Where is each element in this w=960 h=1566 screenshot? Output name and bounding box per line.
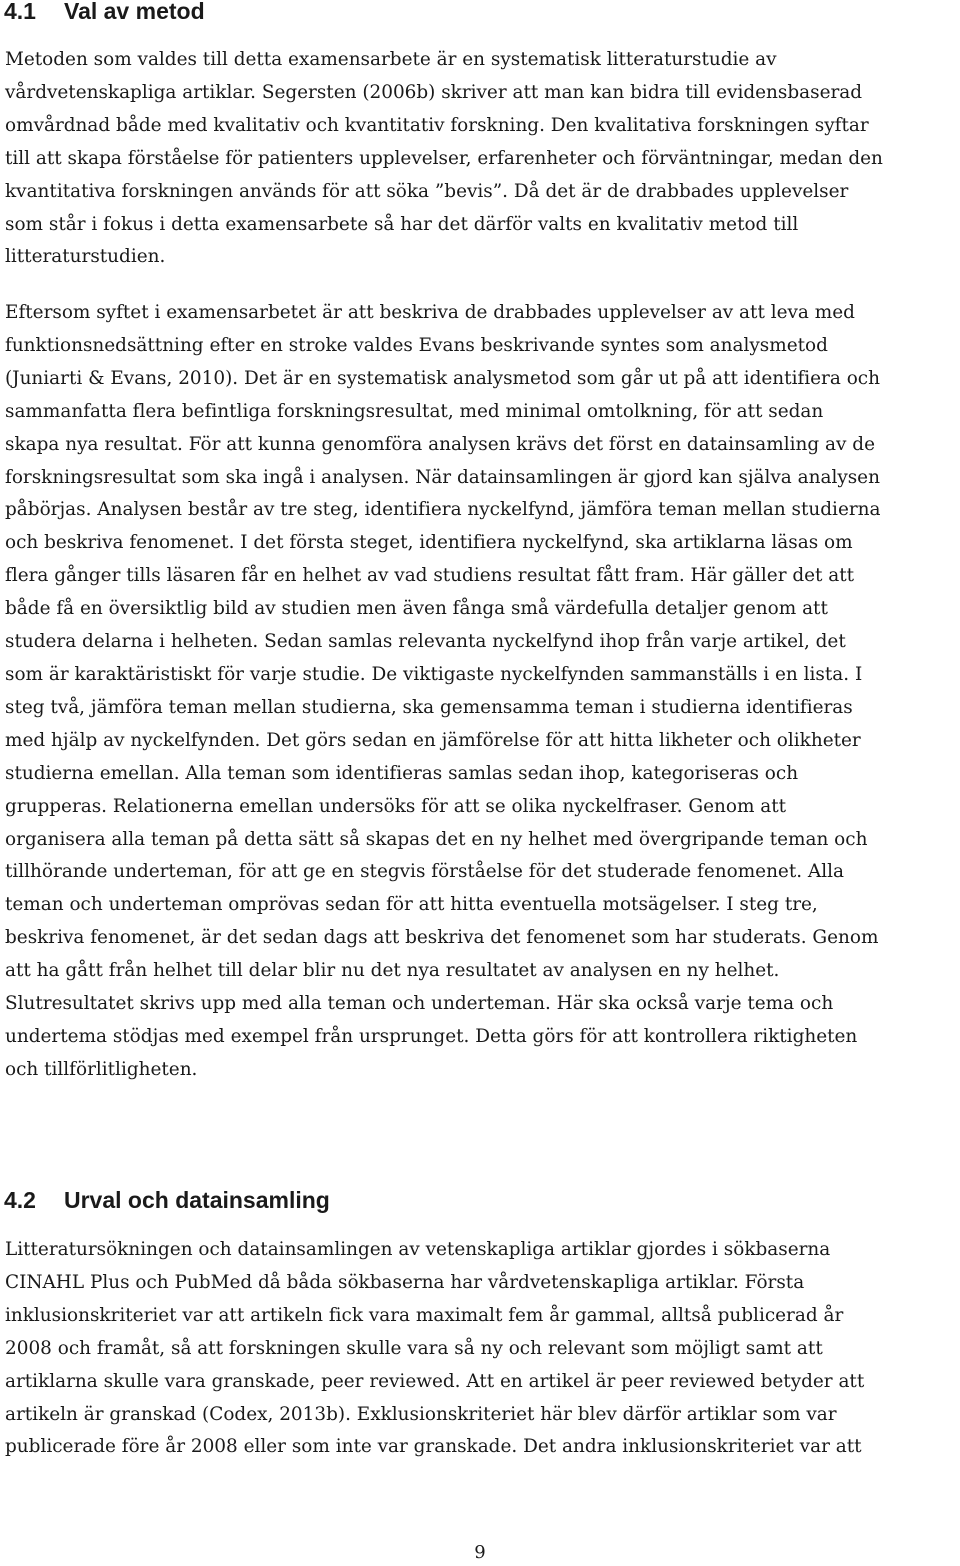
text-line: artikeln är granskad (Codex, 2013b). Exklusionskriteriet här blev därför artiklar som var	[5, 1403, 837, 1425]
paragraph-analysis-method	[5, 297, 960, 1087]
text-line: organisera alla teman på detta sätt så skapas det en ny helhet med övergripande teman och	[5, 828, 868, 850]
text-line: påbörjas. Analysen består av tre steg, identifiera nyckelfynd, jämföra teman mellan studierna	[5, 499, 881, 521]
paragraph-method-intro	[5, 44, 960, 274]
section-heading-4-2	[4, 1186, 330, 1214]
text-line: 2008 och framåt, så att forskningen skulle vara så ny och relevant som möjligt samt att	[5, 1337, 823, 1359]
text-line: vårdvetenskapliga artiklar. Segersten (2006b) skriver att man kan bidra till evidensbaserad	[5, 81, 863, 103]
text-line: omvårdnad både med kvalitativ och kvantitativ forskning. Den kvalitativa forskningen syftar	[5, 114, 869, 136]
text-line: funktionsnedsättning efter en stroke valdes Evans beskrivande syntes som analysmetod	[5, 334, 828, 356]
text-line: som står i fokus i detta examensarbete så har det därför valts en kvalitativ metod till	[5, 213, 799, 235]
text-line: flera gånger tills läsaren får en helhet av vad studiens resultat fått fram. Här gäller det att	[5, 565, 855, 587]
section-heading-4-1	[4, 0, 205, 25]
text-line: Slutresultatet skrivs upp med alla teman och underteman. Här ska också varje tema och	[5, 993, 834, 1015]
text-line: teman och underteman omprövas sedan för att hitta eventuella motsägelser. I steg tre,	[5, 894, 818, 916]
section-number: 4.1	[4, 0, 36, 24]
text-line: studierna emellan. Alla teman som identifieras samlas sedan ihop, kategoriseras och	[5, 762, 799, 784]
text-line: tillhörande underteman, för att ge en stegvis förståelse för det studerade fenomenet. Alla	[5, 861, 844, 883]
text-line: (Juniarti & Evans, 2010). Det är en systematisk analysmetod som går ut på att identifiera och	[5, 367, 880, 389]
text-line: steg två, jämföra teman mellan studierna, ska gemensamma teman i studierna identifieras	[5, 696, 853, 718]
text-line: som är karaktäristiskt för varje studie. De viktigaste nyckelfynden sammanställs i en lista. I	[5, 663, 863, 685]
paragraph-selection-data-collection	[5, 1234, 960, 1464]
text-line: forskningsresultat som ska ingå i analysen. När datainsamlingen är gjord kan själva analysen	[5, 466, 880, 488]
page-number: 9	[474, 1542, 486, 1563]
text-line: skapa nya resultat. För att kunna genomföra analysen krävs det först en datainsamling av de	[5, 433, 875, 455]
text-line: och tillförlitligheten.	[5, 1058, 198, 1080]
text-line: till att skapa förståelse för patienters upplevelser, erfarenheter och förväntningar, medan den	[5, 147, 883, 169]
text-line: studera delarna i helheten. Sedan samlas relevanta nyckelfynd ihop från varje artikel, det	[5, 631, 846, 653]
text-line: litteraturstudien.	[5, 246, 166, 268]
text-line: inklusionskriteriet var att artikeln fick vara maximalt fem år gammal, alltså publicerad år	[5, 1304, 844, 1326]
text-line: grupperas. Relationerna emellan undersöks för att se olika nyckelfraser. Genom att	[5, 795, 787, 817]
text-line: kvantitativa forskningen används för att söka ”bevis”. Då det är de drabbades upplevelser	[5, 180, 849, 202]
section-number: 4.2	[4, 1187, 36, 1213]
text-line: både få en översiktlig bild av studien men även fånga små värdefulla detaljer genom att	[5, 598, 828, 620]
section-title: Urval och datainsamling	[64, 1187, 330, 1213]
text-line: och beskriva fenomenet. I det första steget, identifiera nyckelfynd, ska artiklarna läsas om	[5, 532, 853, 554]
text-line: att ha gått från helhet till delar blir nu det nya resultatet av analysen en ny helhet.	[5, 960, 780, 982]
text-line: beskriva fenomenet, är det sedan dags att beskriva det fenomenet som har studerats. Genom	[5, 927, 879, 949]
text-line: Metoden som valdes till detta examensarbete är en systematisk litteraturstudie av	[5, 49, 777, 70]
text-line: med hjälp av nyckelfynden. Det görs sedan en jämförelse för att hitta likheter och olikheter	[5, 729, 861, 751]
text-line: publicerade före år 2008 eller som inte var granskade. Det andra inklusionskriteriet var att	[5, 1436, 862, 1458]
text-line: artiklarna skulle vara granskade, peer reviewed. Att en artikel är peer reviewed betyder att	[5, 1370, 865, 1392]
text-line: CINAHL Plus och PubMed då båda sökbaserna har vårdvetenskapliga artiklar. Första	[5, 1271, 805, 1293]
text-line: sammanfatta flera befintliga forskningsresultat, med minimal omtolkning, för att sedan	[5, 400, 824, 422]
text-line: Litteratursökningen och datainsamlingen av vetenskapliga artiklar gjordes i sökbaserna	[5, 1239, 831, 1260]
text-line: Eftersom syftet i examensarbetet är att beskriva de drabbades upplevelser av att leva med	[5, 302, 855, 323]
section-title: Val av metod	[64, 0, 205, 24]
text-line: undertema stödjas med exempel från ursprunget. Detta görs för att kontrollera riktigheten	[5, 1025, 858, 1047]
